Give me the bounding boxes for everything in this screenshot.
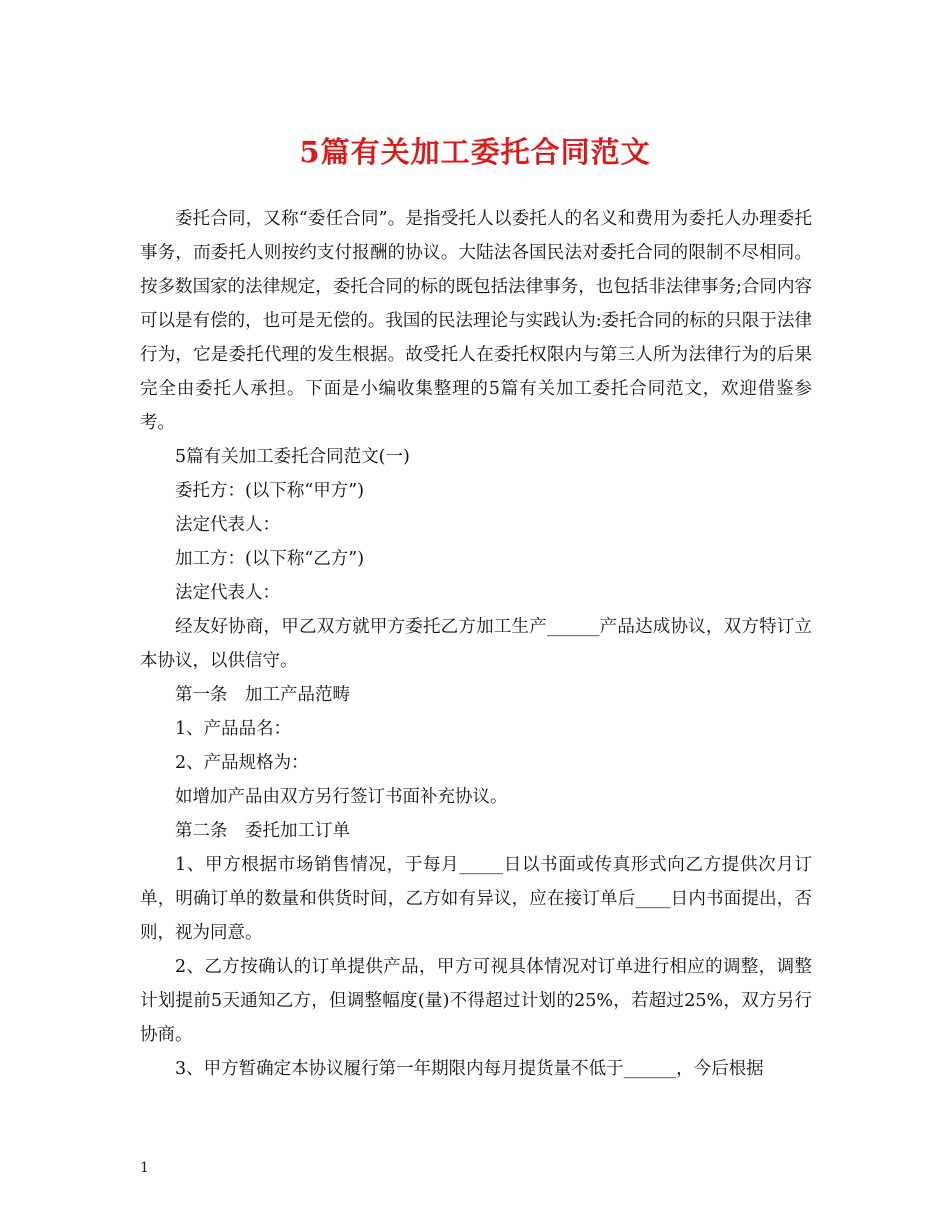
clause-2-paragraph: 2、乙方按确认的订单提供产品，甲方可视具体情况对订单进行相应的调整，调整计划提前5天通知乙方，但调整幅度(量)不得超过计划的25%，若超过25%，双方另行协商。 <box>140 957 812 1045</box>
product-name-line: 1、产品品名： <box>175 719 292 739</box>
product-spec-line: 2、产品规格为： <box>175 753 309 773</box>
clause-3-paragraph: 3、甲方暂确定本协议履行第一年期限内每月提货量不低于______，今后根据 <box>175 1059 764 1079</box>
clause-1-paragraph: 1、甲方根据市场销售情况，于每月_____日以书面或传真形式向乙方提供次月订单，明确订单的数量和供货时间，乙方如有异议，应在接订单后____日内书面提出，否则，视为同意。 <box>140 855 812 943</box>
intro-paragraph: 委托合同，又称“委任合同”。是指受托人以委托人的名义和费用为委托人办理委托事务，而委托人则按约支付报酬的协议。大陆法各国民法对委托合同的限制不尽相同。按多数国家的法律规定，委托合同的标的既包括法律事务，也包括非法律事务;合同内容可以是有偿的，也可是无偿的。我国的民法理论与实践认为:委托合同的标的只限于法律行为，它是委托代理的发生根据。故受托人在委托权限内与第三人所为法律行为的后果完全由委托人承担。下面是小编收集整理的5篇有关加工委托合同范文，欢迎借鉴参考。 <box>140 209 812 433</box>
section-heading: 5篇有关加工委托合同范文(一) <box>175 447 410 467</box>
party-a-representative: 法定代表人： <box>175 515 280 535</box>
party-b-representative: 法定代表人： <box>175 583 280 603</box>
party-b-line: 加工方：(以下称“乙方”) <box>175 549 365 569</box>
document-title: 5篇有关加工委托合同范文 <box>299 135 651 169</box>
agreement-paragraph: 经友好协商，甲乙双方就甲方委托乙方加工生产______产品达成协议，双方特订立本协议，以供信守。 <box>140 617 812 671</box>
party-a-line: 委托方：(以下称“甲方”) <box>175 481 365 501</box>
document-body <box>140 202 812 1086</box>
supplement-line: 如增加产品由双方另行签订书面补充协议。 <box>175 787 508 807</box>
page-number: 1 <box>140 1160 149 1176</box>
article-1-heading: 第一条 加工产品范畴 <box>175 685 350 705</box>
article-2-heading: 第二条 委托加工订单 <box>175 821 350 841</box>
